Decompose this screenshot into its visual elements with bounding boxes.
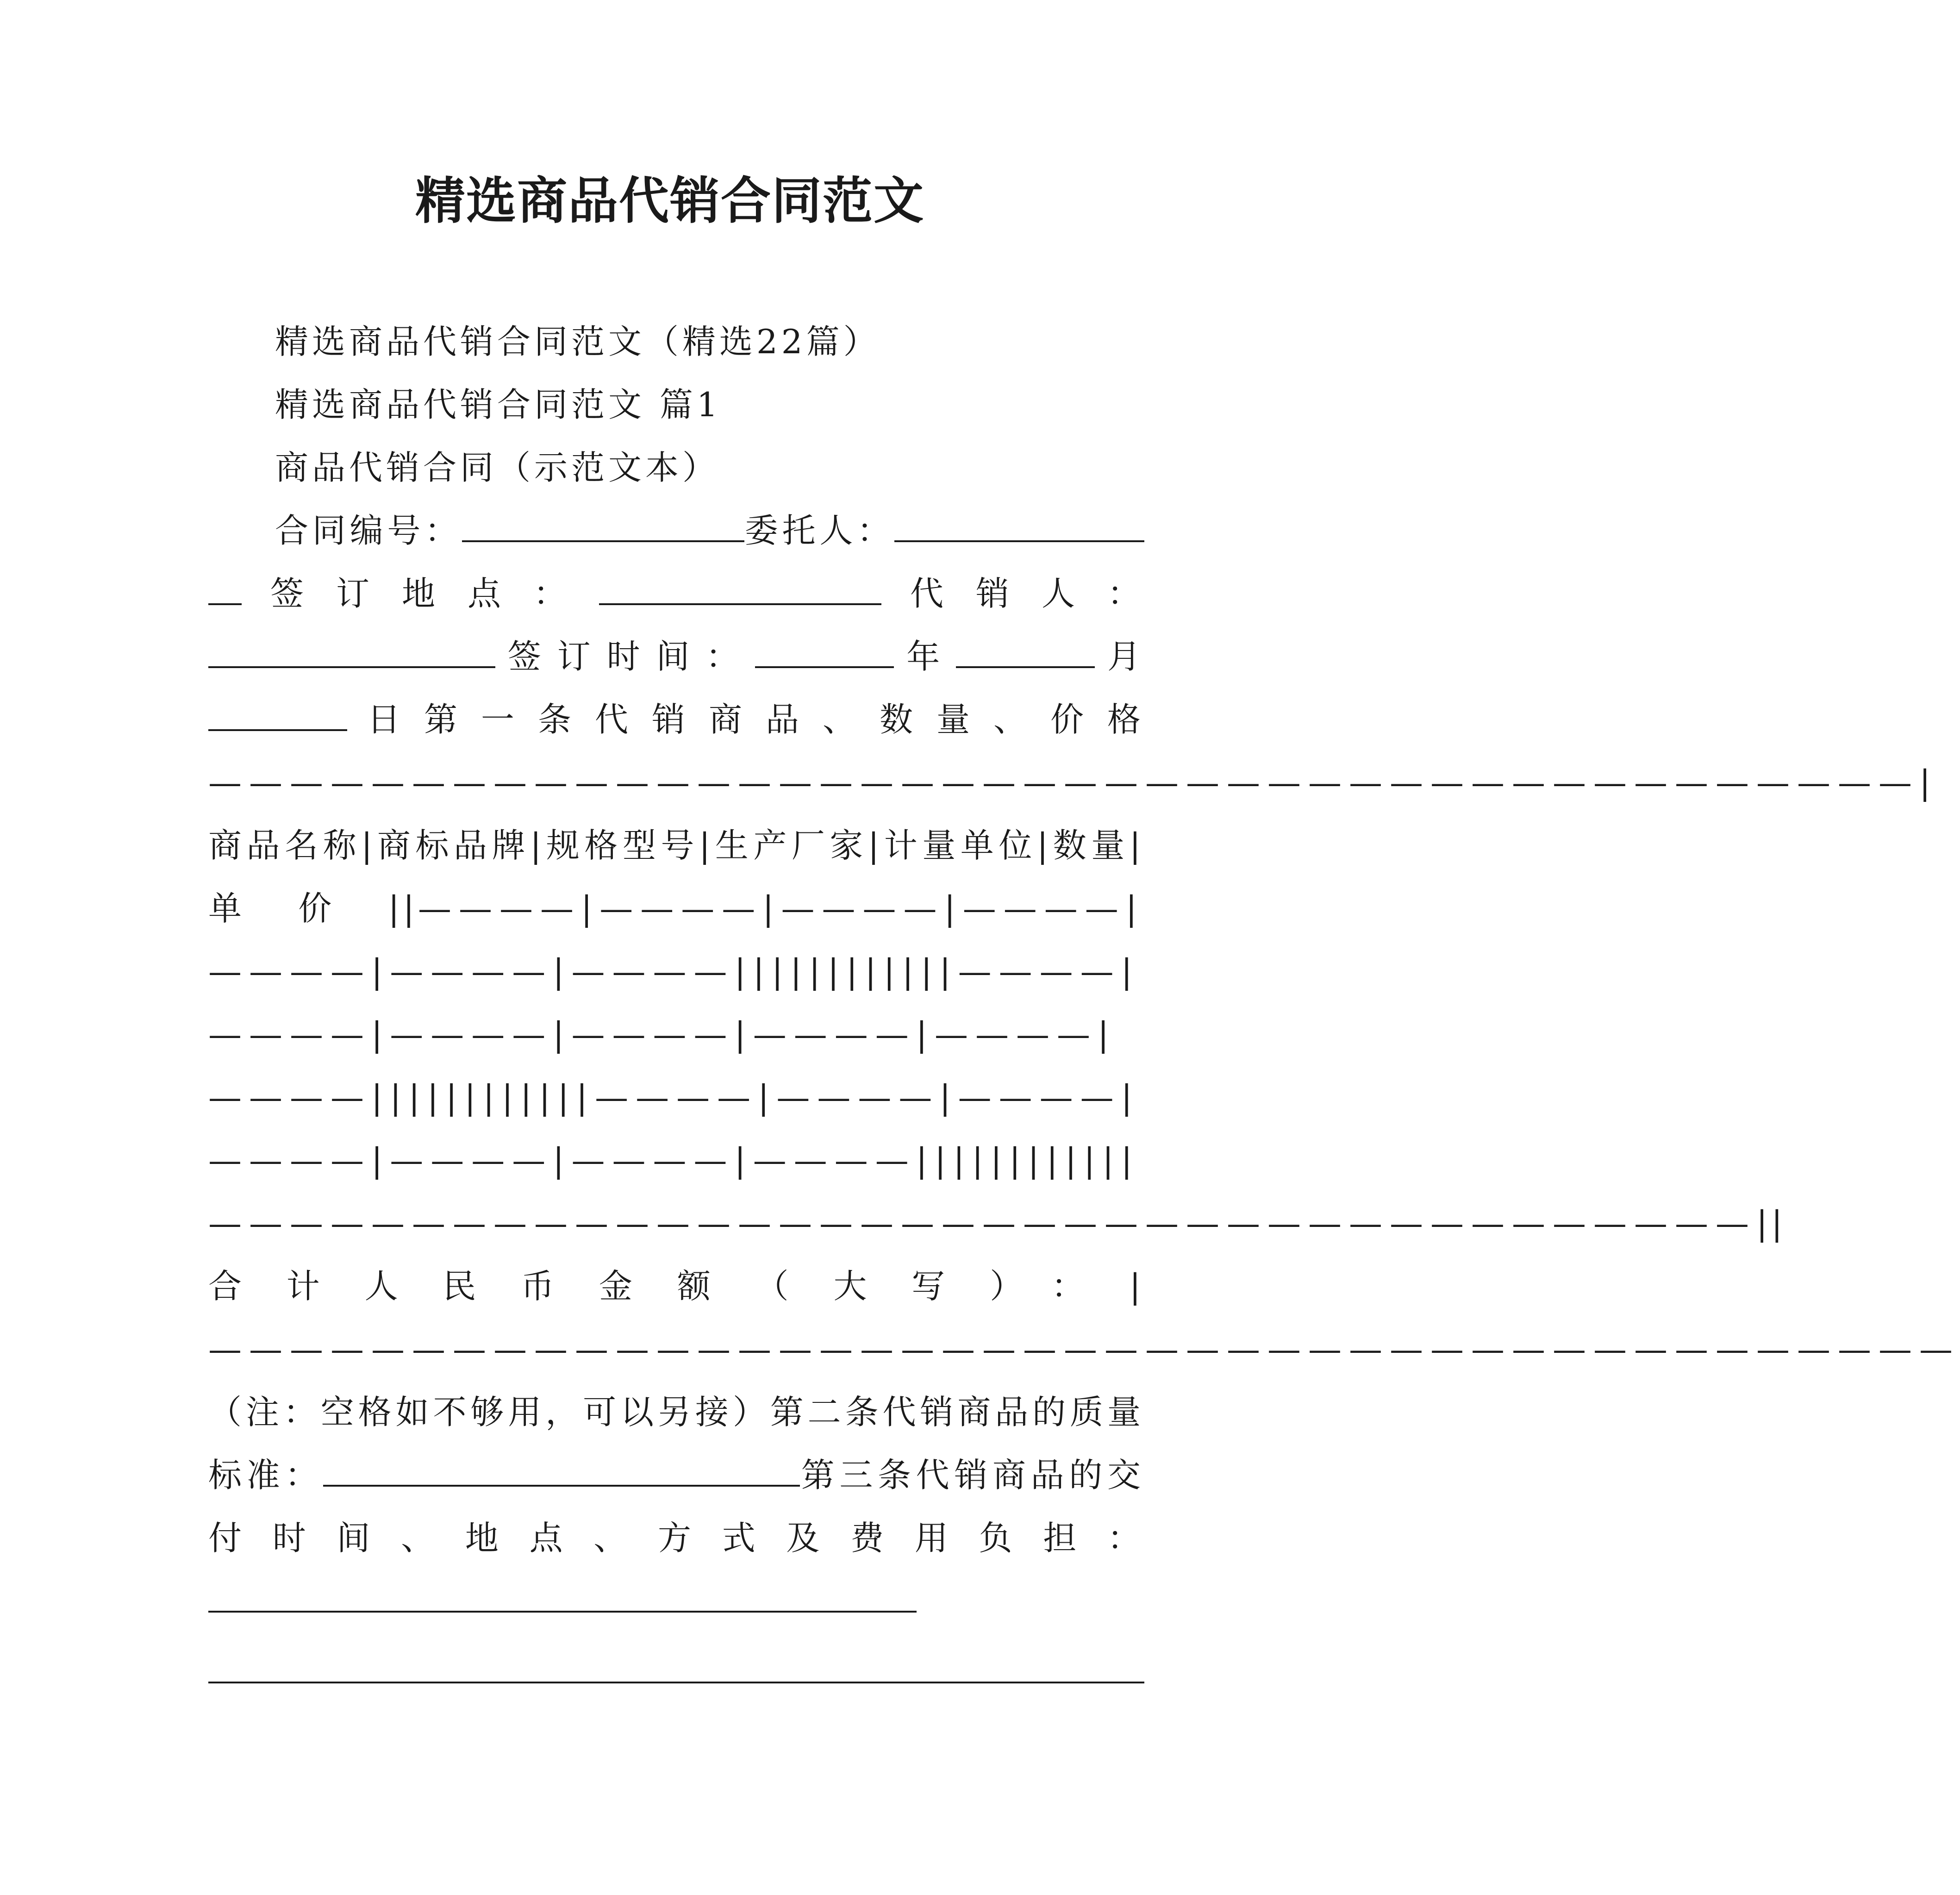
- principal-blank-cont: [208, 568, 242, 605]
- month-label: 月: [1095, 637, 1144, 676]
- table-row: |||||||||||——————————————————————————————————————: [208, 1141, 1756, 1243]
- sign-place-blank: [599, 568, 881, 605]
- delivery-terms-blank: [208, 1576, 917, 1613]
- quality-standard-blank: [323, 1450, 518, 1487]
- contract-no-label: 合同编号：: [275, 511, 462, 550]
- table-row: |||||||||||————|————|————|————|————|————|————|: [208, 1078, 1140, 1180]
- sign-time-label: 签订时间：: [495, 637, 755, 676]
- year-label: 年: [894, 637, 956, 676]
- total-amount-dashes: ———————————————————————————————————————————: [208, 1330, 1960, 1369]
- contract-subtitle: 商品代销合同（示范文本）: [275, 448, 720, 487]
- clause-3-heading: 第三条代销商品的交付时间、地点、方式及费用负担：: [208, 1456, 1144, 1557]
- note-and-clause-2: （注：空格如不够用，可以另接）第二条代销商品的质量标准：: [208, 1393, 1144, 1495]
- principal-label: 委托人：: [744, 511, 894, 550]
- table-dash-line: ——————————————————————————————————————————: [208, 763, 1919, 802]
- clause-1-heading: 日第一条代销商品、数量、价格: [347, 700, 1144, 739]
- total-amount-label: ||合计人民币金额（大写）：|: [208, 1204, 1786, 1306]
- contract-info-paragraph: [208, 499, 1960, 1632]
- quality-standard-blank-cont: [518, 1450, 800, 1487]
- table-header-row: |商品名称|商标品牌|规格型号|生产厂家|计量单位|数量|单价||: [208, 763, 1935, 928]
- article-heading: 精选商品代销合同范文 篇1: [275, 385, 722, 424]
- document-title: 精选商品代销合同范文: [415, 172, 924, 230]
- document-body: [208, 310, 1960, 1703]
- agent-label: 代销人：: [881, 574, 1144, 613]
- sign-year-blank: [755, 631, 894, 668]
- sign-day-blank: [208, 694, 347, 731]
- contract-no-blank: [462, 505, 744, 542]
- principal-blank: [894, 505, 1144, 542]
- sign-place-label: 签订地点：: [242, 574, 599, 613]
- delivery-terms-blank-line: [208, 1646, 1144, 1683]
- table-row: ————|————|————|————|————|————|————|: [208, 889, 1144, 991]
- agent-blank: [208, 631, 495, 668]
- table-row: |||||||||||————|————|————|————|————|————|————|: [208, 952, 1140, 1117]
- sign-month-blank: [956, 631, 1095, 668]
- intro-paragraph: 精选商品代销合同范文（精选22篇）: [275, 322, 880, 361]
